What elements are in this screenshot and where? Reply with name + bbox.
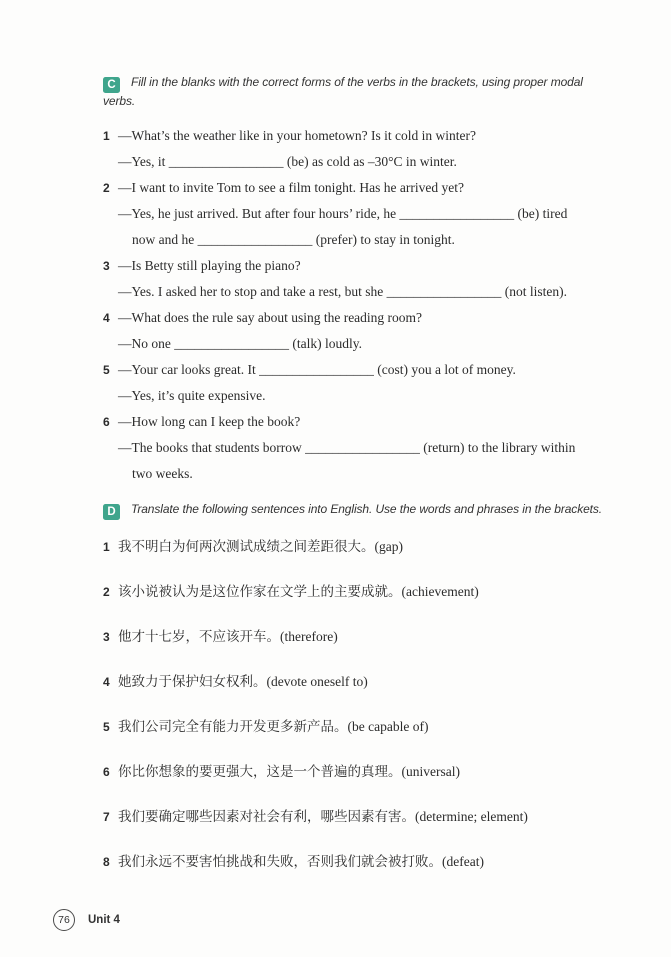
exercise-c-item — [103, 175, 615, 253]
question-line: —Yes, he just arrived. But after four hours’ ride, he _________________ (be) tired — [118, 205, 568, 221]
exercise-d-section — [103, 501, 615, 875]
question-line: —Yes, it _________________ (be) as cold as –30°C in winter. — [118, 153, 457, 169]
question-line: —No one _________________ (talk) loudly. — [118, 335, 362, 351]
item-number: 1 — [103, 128, 110, 143]
item-number: 5 — [103, 719, 110, 734]
item-lines — [118, 253, 615, 305]
item-number: 4 — [103, 310, 110, 325]
exercise-c-item — [103, 123, 615, 175]
question-line: —The books that students borrow _________________ (return) to the library within — [118, 439, 576, 455]
exercise-c-item — [103, 409, 615, 487]
exercise-d-instruction — [103, 501, 615, 520]
translation-sentence: 我们永远不要害怕挑战和失败，否则我们就会被打败。(defeat) — [118, 853, 484, 869]
exercise-d-item — [103, 669, 615, 695]
exercise-d-items — [103, 534, 615, 875]
item-number: 3 — [103, 258, 110, 273]
translation-sentence: 我不明白为何两次测试成绩之间差距很大。(gap) — [118, 538, 403, 554]
page-footer — [53, 909, 615, 931]
item-lines — [118, 175, 615, 253]
question-line: —Is Betty still playing the piano? — [118, 257, 301, 273]
translation-sentence: 我们公司完全有能力开发更多新产品。(be capable of) — [118, 718, 429, 734]
translation-sentence: 你比你想象的要更强大，这是一个普遍的真理。(universal) — [118, 763, 460, 779]
exercise-d-item — [103, 714, 615, 740]
item-lines — [118, 123, 615, 175]
page-number-badge: 76 — [53, 909, 75, 931]
item-number: 6 — [103, 764, 110, 779]
exercise-c-section — [103, 74, 615, 487]
exercise-d-item — [103, 759, 615, 785]
item-lines — [118, 357, 615, 409]
translation-sentence: 我们要确定哪些因素对社会有利，哪些因素有害。(determine; element) — [118, 808, 528, 824]
item-number: 8 — [103, 854, 110, 869]
exercise-c-instruction — [103, 74, 608, 110]
section-d-badge: D — [103, 504, 120, 520]
exercise-d-instruction-text: Translate the following sentences into English. Use the words and phrases in the brackets. — [131, 501, 603, 516]
question-line: —Your car looks great. It _________________ (cost) you a lot of money. — [118, 361, 516, 377]
item-number: 1 — [103, 539, 110, 554]
item-lines — [118, 409, 615, 487]
item-number: 2 — [103, 180, 110, 195]
exercise-d-item — [103, 534, 615, 560]
exercise-d-item — [103, 804, 615, 830]
exercise-c-item — [103, 253, 615, 305]
question-line: —What’s the weather like in your hometown? Is it cold in winter? — [118, 127, 477, 143]
exercise-d-item — [103, 579, 615, 605]
item-number: 3 — [103, 629, 110, 644]
translation-sentence: 他才十七岁，不应该开车。(therefore) — [118, 628, 338, 644]
translation-sentence: 该小说被认为是这位作家在文学上的主要成就。(achievement) — [118, 583, 479, 599]
exercise-d-item — [103, 624, 615, 650]
question-line: —What does the rule say about using the reading room? — [118, 309, 423, 325]
item-number: 7 — [103, 809, 110, 824]
exercise-c-item — [103, 305, 615, 357]
exercise-c-item — [103, 357, 615, 409]
question-line: two weeks. — [132, 465, 193, 481]
item-number: 2 — [103, 584, 110, 599]
section-c-badge: C — [103, 77, 120, 93]
unit-label: Unit 4 — [88, 913, 120, 926]
translation-sentence: 她致力于保护妇女权利。(devote oneself to) — [118, 673, 368, 689]
item-number: 6 — [103, 414, 110, 429]
question-line: —I want to invite Tom to see a film tonight. Has he arrived yet? — [118, 179, 464, 195]
exercise-d-item — [103, 849, 615, 875]
exercise-c-items — [103, 123, 615, 487]
item-number: 4 — [103, 674, 110, 689]
question-line: —Yes, it’s quite expensive. — [118, 387, 266, 403]
item-number: 5 — [103, 362, 110, 377]
question-line: —Yes. I asked her to stop and take a rest, but she _________________ (not listen). — [118, 283, 567, 299]
question-line: now and he _________________ (prefer) to stay in tonight. — [132, 231, 455, 247]
question-line: —How long can I keep the book? — [118, 413, 301, 429]
item-lines — [118, 305, 615, 357]
exercise-c-instruction-text: Fill in the blanks with the correct forms of the verbs in the brackets, using proper modal verbs. — [103, 75, 583, 108]
